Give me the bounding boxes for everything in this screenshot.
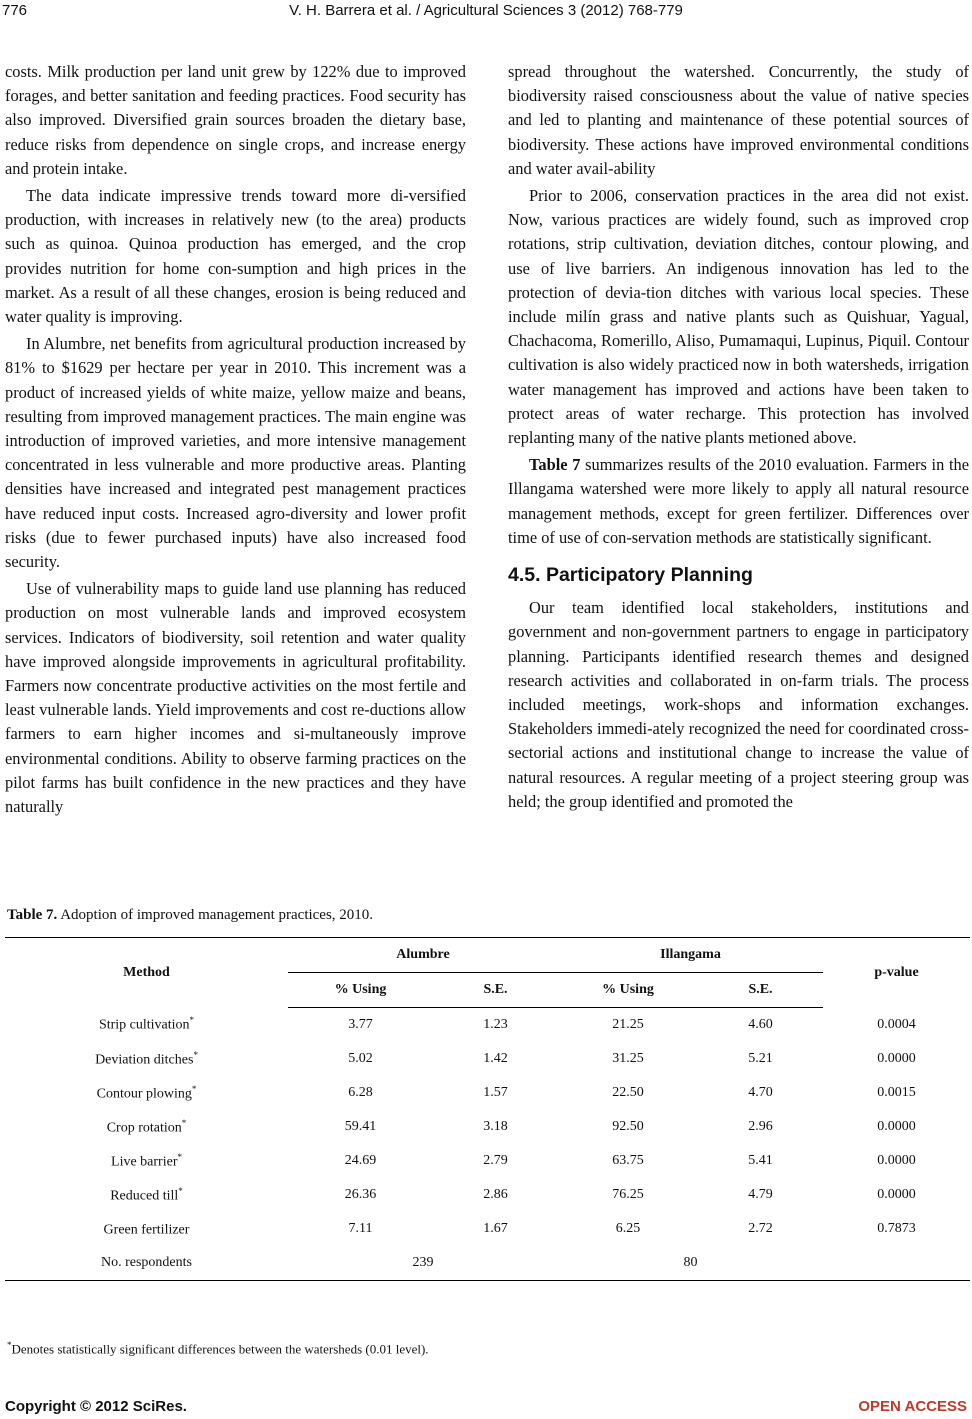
left-paragraph-3: In Alumbre, net benefits from agricultural production increased by 81% to $1629 per hectare per year in 2010. This increment was a product of increased yields of white maize, yellow maize and beans, resulting from improved management practices. The main engine was introduction of improved varieties, and more intensive management concentrated in less vulnerable and more productive areas. Planting densities have increased and integrated pest management practices have reduced input costs. Increased agro-diversity and lower profit risks (due to fewer purchased inputs) have also increased food security.: [5, 334, 466, 572]
significance-star: *: [181, 1117, 187, 1128]
cell-illangama-using: [558, 1178, 698, 1212]
cell-alumbre-se: [433, 1076, 558, 1110]
footnote-star: *: [7, 1340, 12, 1350]
table-row: [5, 1076, 970, 1110]
col-header-alumbre-using: % Using: [288, 973, 433, 1008]
cell-alumbre-using: [288, 1042, 433, 1076]
cell-illangama-using: [558, 1076, 698, 1110]
cell-illangama-se: [698, 1212, 823, 1246]
cell-pvalue-text: 0.0004: [877, 1016, 916, 1032]
cell-alumbre-using-text: 26.36: [344, 1187, 377, 1202]
cell-illangama-se-text: 5.21: [748, 1051, 773, 1066]
col-header-alumbre-se: S.E.: [433, 973, 558, 1008]
adoption-table: [5, 937, 970, 1281]
table-row: [5, 1212, 970, 1246]
col-header-alumbre: Alumbre: [288, 938, 558, 973]
cell-illangama-using: [558, 1144, 698, 1178]
right-paragraph-3-text: summarizes results of the 2010 evaluation. Farmers in the Illangama watershed were more likely to apply all natural resource management methods, except for green fertilizer. Differences over time of use of con-servation methods are statistically significant.: [508, 455, 969, 547]
table-footnote: [7, 1340, 429, 1357]
cell-alumbre-se-text: 1.23: [483, 1017, 508, 1032]
cell-illangama-using-text: 31.25: [612, 1051, 644, 1066]
cell-illangama-se: [698, 1076, 823, 1110]
cell-illangama-se-text: 4.70: [748, 1085, 773, 1100]
col-header-illangama-se: S.E.: [698, 973, 823, 1008]
cell-illangama-se-text: 2.96: [748, 1119, 773, 1134]
cell-alumbre-using-text: 6.28: [348, 1085, 373, 1100]
cell-method-text: Contour plowing: [96, 1086, 192, 1102]
right-paragraph-1: spread throughout the watershed. Concurrently, the study of biodiversity raised consciousness about the value of native species and led to planting and maintenance of these potential sources of biodiversity. These actions have improved environmental conditions and water avail-ability: [508, 62, 969, 178]
cell-pvalue: [823, 1110, 970, 1144]
respondents-alumbre: 239: [288, 1246, 558, 1281]
cell-alumbre-using-text: 24.69: [344, 1153, 377, 1168]
table-caption-label: Table 7.: [7, 907, 58, 923]
cell-illangama-using: [558, 1212, 698, 1246]
cell-illangama-using: [558, 1110, 698, 1144]
cell-pvalue: [823, 1178, 970, 1212]
significance-star: *: [193, 1049, 198, 1060]
running-head: V. H. Barrera et al. / Agricultural Sciences 3 (2012) 768-779: [289, 2, 683, 19]
cell-alumbre-using-text: 7.11: [348, 1221, 373, 1236]
table-header-row-1: [5, 938, 970, 973]
significance-star: *: [177, 1151, 182, 1162]
cell-alumbre-se-text: 1.67: [483, 1221, 508, 1236]
cell-alumbre-se: [433, 1042, 558, 1076]
table-row-respondents: [5, 1246, 970, 1281]
cell-pvalue: [823, 1008, 970, 1043]
cell-pvalue-text: 0.7873: [877, 1221, 916, 1236]
cell-method: [5, 1212, 288, 1246]
cell-alumbre-using-text: 59.41: [344, 1119, 377, 1134]
col-header-illangama-using: % Using: [558, 973, 698, 1008]
significance-star: *: [191, 1083, 197, 1094]
respondents-label: No. respondents: [5, 1246, 288, 1281]
cell-illangama-se: [698, 1110, 823, 1144]
table-body: [5, 1008, 970, 1247]
cell-alumbre-using: [288, 1008, 433, 1043]
cell-alumbre-using: [288, 1076, 433, 1110]
table-row: [5, 1178, 970, 1212]
cell-alumbre-using-text: 3.77: [348, 1017, 373, 1032]
cell-pvalue: [823, 1042, 970, 1076]
cell-illangama-using: [558, 1008, 698, 1043]
col-header-method: Method: [5, 938, 288, 1008]
cell-illangama-using-text: 22.50: [612, 1085, 644, 1100]
table-caption: [7, 907, 373, 924]
cell-method: [5, 1144, 288, 1178]
significance-star: *: [189, 1015, 195, 1026]
cell-alumbre-se-text: 1.42: [483, 1051, 508, 1066]
table-row: [5, 1110, 970, 1144]
cell-alumbre-se-text: 3.18: [483, 1119, 508, 1134]
cell-alumbre-using: [288, 1178, 433, 1212]
cell-illangama-se: [698, 1042, 823, 1076]
cell-alumbre-se-text: 2.86: [483, 1187, 508, 1202]
cell-pvalue: [823, 1144, 970, 1178]
open-access-label[interactable]: OPEN ACCESS: [858, 1398, 967, 1415]
col-header-illangama: Illangama: [558, 938, 823, 973]
cell-alumbre-se: [433, 1178, 558, 1212]
cell-illangama-using-text: 63.75: [612, 1153, 644, 1168]
cell-illangama-se: [698, 1178, 823, 1212]
cell-pvalue-text: 0.0000: [877, 1119, 916, 1134]
cell-illangama-se-text: 2.72: [748, 1221, 773, 1236]
cell-pvalue-text: 0.0000: [877, 1051, 916, 1066]
page-number: 776: [2, 2, 28, 19]
cell-method-text: Deviation ditches: [95, 1052, 194, 1068]
left-paragraph-2: The data indicate impressive trends toward more di-versified production, with increases in relatively new (to the area) products such as quinoa. Quinoa production has emerged, and the crop provides nutrition for home con-sumption and high prices in the market. As a result of all these changes, erosion is being reduced and water quality is improving.: [5, 186, 466, 327]
cell-method-text: Live barrier: [111, 1154, 178, 1170]
cell-method: [5, 1076, 288, 1110]
cell-method: [5, 1008, 288, 1043]
cell-method-text: Crop rotation: [106, 1120, 182, 1136]
table-row: [5, 1144, 970, 1178]
cell-alumbre-se: [433, 1008, 558, 1043]
col-header-pvalue: p-value: [823, 938, 970, 1008]
footnote-text: Denotes statistically significant differences between the watersheds (0.01 level).: [11, 1341, 429, 1357]
right-paragraph-4: Our team identified local stakeholders, institutions and government and non-government partners to engage in participatory planning. Participants identified research themes and designed research activities and collaborated in on-farm trials. The process included meetings, work-shops and information exchanges. Stakeholders immedi-ately recognized the need for coordinated cross-sectorial actions and institutional change to increase the value of natural resources. A regular meeting of a project steering group was held; the group identified and promoted the: [508, 598, 969, 811]
cell-pvalue-text: 0.0000: [877, 1187, 916, 1202]
cell-alumbre-se: [433, 1110, 558, 1144]
cell-illangama-se-text: 4.79: [748, 1187, 773, 1202]
cell-alumbre-using: [288, 1110, 433, 1144]
cell-alumbre-se-text: 2.79: [483, 1153, 508, 1168]
cell-illangama-se: [698, 1008, 823, 1043]
cell-alumbre-se-text: 1.57: [483, 1085, 508, 1100]
cell-method-text: Reduced till: [110, 1188, 179, 1204]
respondents-illangama: 80: [558, 1246, 823, 1281]
cell-illangama-using-text: 76.25: [612, 1187, 644, 1202]
cell-illangama-using: [558, 1042, 698, 1076]
cell-illangama-using-text: 21.25: [612, 1017, 644, 1032]
cell-alumbre-se: [433, 1144, 558, 1178]
cell-method: [5, 1178, 288, 1212]
cell-alumbre-se: [433, 1212, 558, 1246]
cell-alumbre-using-text: 5.02: [348, 1051, 373, 1066]
right-paragraph-2: Prior to 2006, conservation practices in the area did not exist. Now, various practices are widely found, such as improved crop rotations, strip cultivation, deviation ditches, contour plowing, and use of live barriers. An indigenous innovation has led to the protection of devia-tion ditches with various local species. These include milín grass and native plants such as Quishuar, Yagual, Chachacoma, Romerillo, Aliso, Pumamaqui, Lupinus, Piquil. Contour cultivation is also widely practiced now in both watersheds, irrigation water management has improved and actions have been taken to protect areas of water recharge. This protection has involved replanting many of the native plants metioned above.: [508, 186, 969, 448]
page-header: [0, 0, 972, 30]
cell-alumbre-using: [288, 1212, 433, 1246]
cell-pvalue: [823, 1212, 970, 1246]
cell-method: [5, 1042, 288, 1076]
cell-illangama-using-text: 92.50: [612, 1119, 644, 1134]
table-caption-text: Adoption of improved management practices, 2010.: [57, 907, 374, 923]
cell-illangama-se-text: 4.60: [748, 1017, 773, 1032]
cell-alumbre-using: [288, 1144, 433, 1178]
cell-illangama-se-text: 5.41: [748, 1153, 773, 1168]
right-column: [508, 60, 969, 814]
left-paragraph-4: Use of vulnerability maps to guide land use planning has reduced production on most vulnerable lands and improved ecosystem services. Indicators of biodiversity, soil retention and water quality have improved alongside improvements in agricultural profitability. Farmers now concentrate productive activities on the most fertile and least vulnerable lands. Yield improvements and cost re-ductions allow farmers to earn higher incomes and si-multaneously improve environmental conditions. Ability to observe farming practices on the pilot farms has built confidence in the new practices and they have naturally: [5, 579, 466, 817]
cell-pvalue: [823, 1076, 970, 1110]
cell-method-text: Strip cultivation: [98, 1018, 190, 1034]
cell-pvalue-text: 0.0000: [877, 1153, 916, 1168]
table-row: [5, 1042, 970, 1076]
left-paragraph-1: costs. Milk production per land unit grew by 122% due to improved forages, and better sanitation and feeding practices. Food security has also improved. Diversified grain sources broaden the dietary base, reduce risks from dependence on single crops, and increase energy and protein intake.: [5, 62, 466, 178]
respondents-pvalue-empty: [823, 1246, 970, 1281]
table-reference[interactable]: Table 7: [529, 455, 581, 475]
cell-method-text: Green fertilizer: [103, 1222, 190, 1238]
section-heading: 4.5. Participatory Planning: [508, 564, 753, 587]
significance-star: *: [178, 1185, 183, 1196]
left-column: [5, 60, 466, 819]
cell-illangama-se: [698, 1144, 823, 1178]
cell-pvalue-text: 0.0015: [877, 1085, 916, 1100]
right-paragraph-3: [508, 453, 969, 550]
table-row: [5, 1008, 970, 1043]
cell-method: [5, 1110, 288, 1144]
copyright: Copyright © 2012 SciRes.: [5, 1398, 187, 1415]
cell-illangama-using-text: 6.25: [615, 1221, 641, 1236]
